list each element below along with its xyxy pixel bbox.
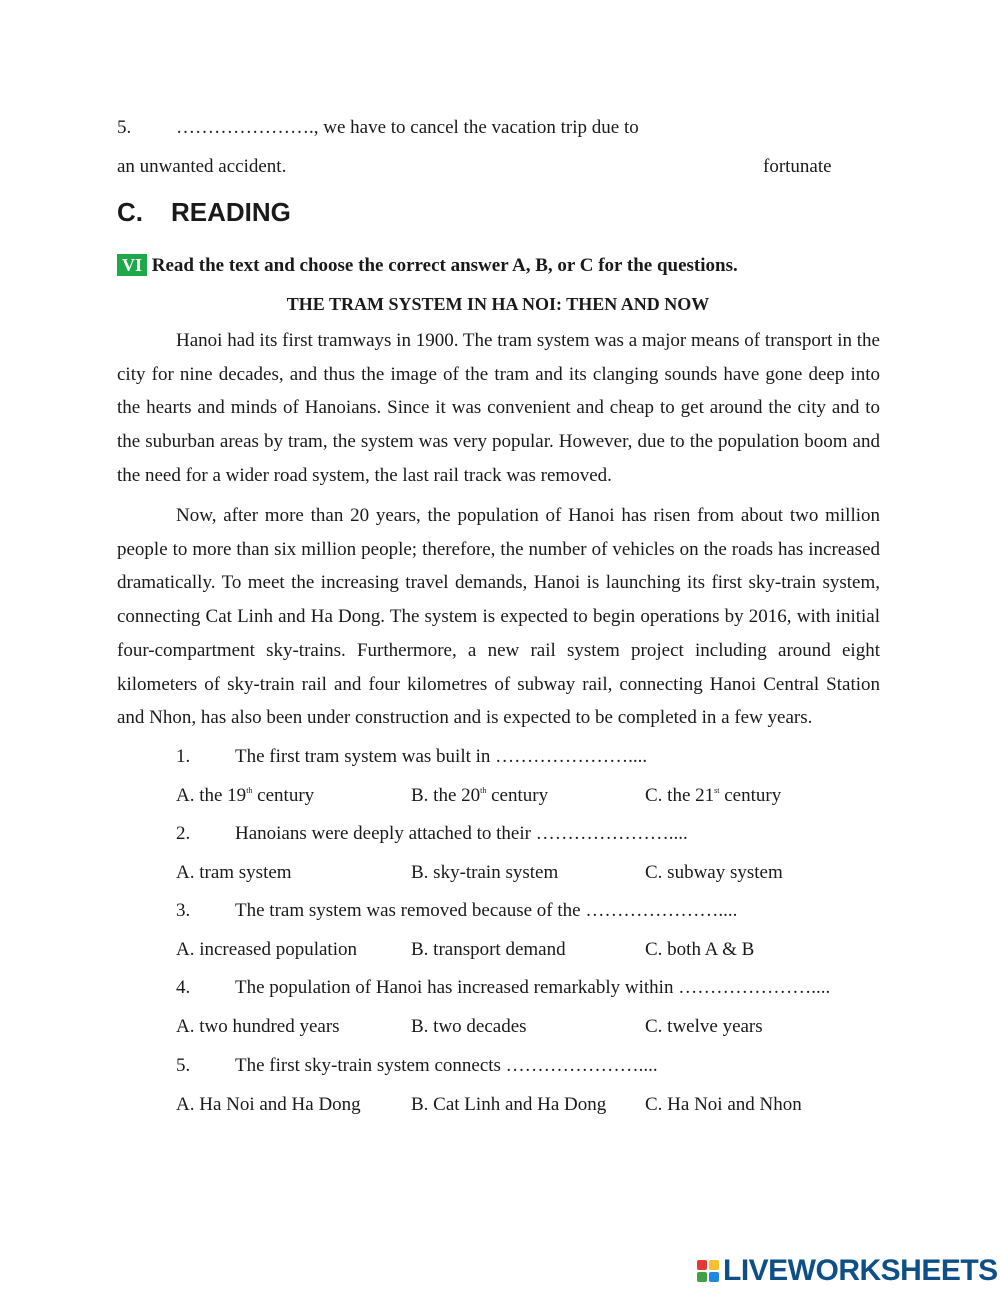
option-text: century <box>252 785 315 806</box>
option-c[interactable]: C. subway system <box>645 862 783 883</box>
option-text: B. the 20 <box>411 785 481 806</box>
question-number: 4. <box>176 977 191 998</box>
prev-item-sentence: …………………., we have to cancel the vacation trip due to <box>176 117 639 138</box>
option-b[interactable]: B. Cat Linh and Ha Dong <box>411 1094 607 1115</box>
paragraph-text: Now, after more than 20 years, the population of Hanoi has risen from about two million people to more than six million people; therefore, the number of vehicles on the roads has increased dramatically. To meet the increasing travel demands, Hanoi is launching its first sky-train system, connecting Cat Linh and Ha Dong. The system is expected to begin operations by 2016, with initial four-compartment sky-trains. Furthermore, a new rail system project including around eight kilometers of sky-train rail and four kilometres of subway rail, connecting Hanoi Central Station and Nhon, has also been under construction and is expected to be completed in a few years. <box>117 505 880 729</box>
option-text: century <box>719 785 782 806</box>
logo-square-icon <box>709 1272 719 1282</box>
option-a[interactable]: A. tram system <box>176 862 292 883</box>
word-hint: fortunate <box>763 156 832 177</box>
option-text: A. the 19 <box>176 785 247 806</box>
option-a[interactable]: A. two hundred years <box>176 1016 340 1037</box>
question-number: 1. <box>176 746 191 767</box>
question-text: The first tram system was built in ………………….... <box>235 746 648 767</box>
passage-paragraph-1 <box>117 324 880 493</box>
question-text: The tram system was removed because of the ………………….... <box>235 900 738 921</box>
question-number: 2. <box>176 823 191 844</box>
section-letter: C. <box>117 197 143 227</box>
option-b[interactable]: B. sky-train system <box>411 862 559 883</box>
exercise-instruction-line <box>117 254 738 277</box>
prev-item-sentence-cont: an unwanted accident. <box>117 156 287 177</box>
section-title: READING <box>171 197 291 227</box>
logo-text: LIVEWORKSHEETS <box>723 1254 998 1287</box>
logo-square-icon <box>697 1260 707 1270</box>
question-number: 3. <box>176 900 191 921</box>
prev-item-number: 5. <box>117 117 132 138</box>
option-superscript: th <box>480 786 487 795</box>
option-b[interactable]: B. transport demand <box>411 939 566 960</box>
option-b[interactable]: B. two decades <box>411 1016 527 1037</box>
exercise-badge: VI <box>117 254 147 276</box>
logo-mark-icon <box>697 1260 719 1282</box>
option-superscript: st <box>714 786 720 795</box>
passage-title: THE TRAM SYSTEM IN HA NOI: THEN AND NOW <box>286 294 710 314</box>
exercise-instruction: Read the text and choose the correct answer A, B, or C for the questions. <box>151 255 738 276</box>
option-text: C. the 21 <box>645 785 715 806</box>
passage-paragraph-2 <box>117 499 880 735</box>
paragraph-text: Hanoi had its first tramways in 1900. The tram system was a major means of transport in the city for nine decades, and thus the image of the tram and its clanging sounds have gone deep into the hearts and minds of Hanoians. Since it was convenient and cheap to get around the city and to the suburban areas by tram, the system was very popular. However, due to the population boom and the need for a wider road system, the last rail track was removed. <box>117 330 880 486</box>
question-text: Hanoians were deeply attached to their ………………….... <box>235 823 688 844</box>
option-a[interactable] <box>176 785 314 807</box>
option-c[interactable]: C. both A & B <box>645 939 755 960</box>
option-c[interactable] <box>645 785 781 807</box>
option-text: century <box>486 785 549 806</box>
question-number: 5. <box>176 1055 191 1076</box>
option-a[interactable]: A. Ha Noi and Ha Dong <box>176 1094 361 1115</box>
option-superscript: th <box>246 786 253 795</box>
liveworksheets-logo <box>697 1254 998 1288</box>
section-heading <box>117 197 291 228</box>
logo-square-icon <box>697 1272 707 1282</box>
option-c[interactable]: C. Ha Noi and Nhon <box>645 1094 802 1115</box>
question-text: The first sky-train system connects ………………….... <box>235 1055 658 1076</box>
option-a[interactable]: A. increased population <box>176 939 357 960</box>
logo-square-icon <box>709 1260 719 1270</box>
question-text: The population of Hanoi has increased remarkably within ………………….... <box>235 977 831 998</box>
option-c[interactable]: C. twelve years <box>645 1016 763 1037</box>
option-b[interactable] <box>411 785 548 807</box>
